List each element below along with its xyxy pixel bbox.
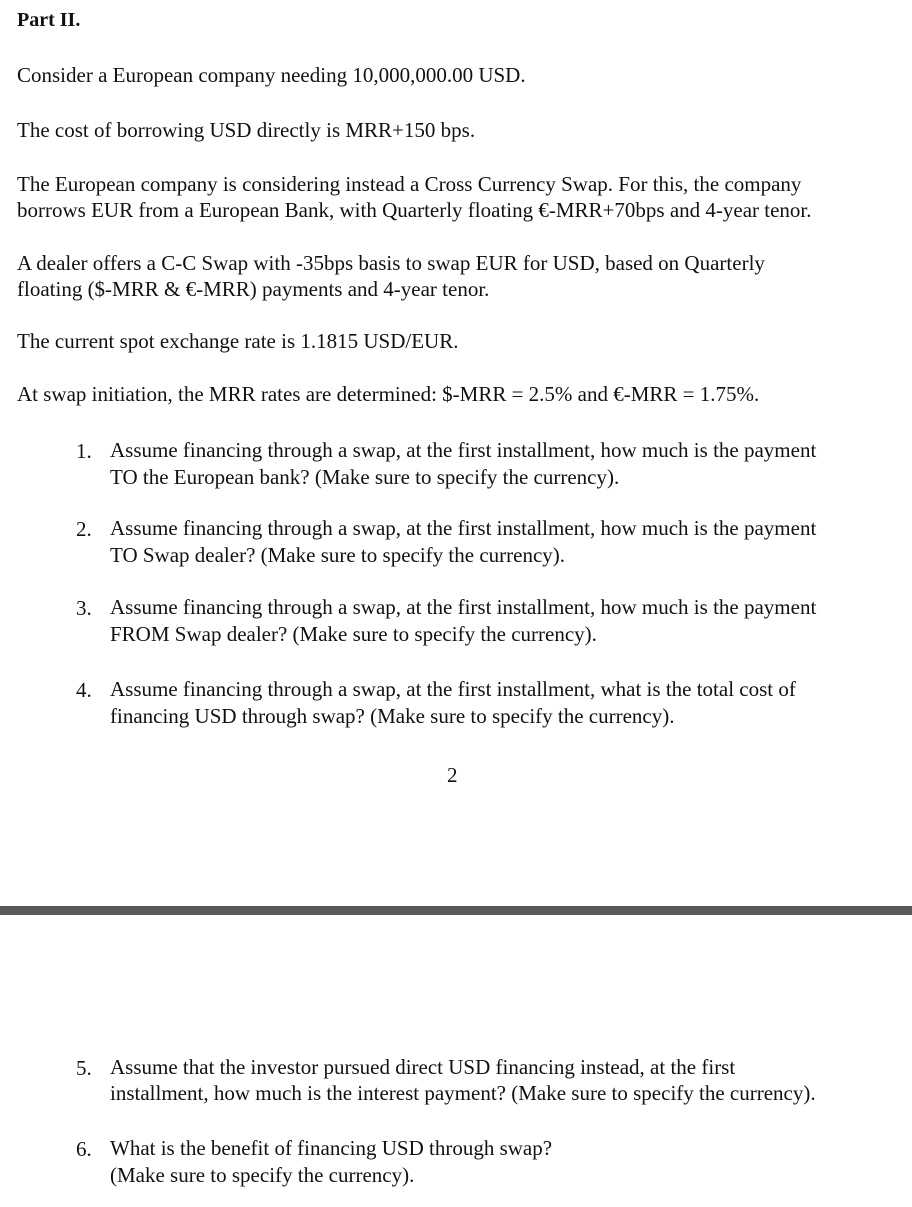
question-text-line-2: TO Swap dealer? (Make sure to specify the currency). [110, 543, 566, 567]
question-number: 5. [76, 1056, 92, 1080]
question-text-line-1: Assume that the investor pursued direct USD financing instead, at the first [110, 1055, 736, 1079]
question-text-line-1: Assume financing through a swap, at the first installment, how much is the payment [110, 438, 817, 462]
part-heading: Part II. [17, 9, 81, 31]
paragraph-company-need: Consider a European company needing 10,000,000.00 USD. [17, 63, 526, 87]
paragraph-dealer-line-1: A dealer offers a C-C Swap with -35bps basis to swap EUR for USD, based on Quarterly [17, 251, 765, 275]
question-text-line-1: What is the benefit of financing USD through swap? [110, 1136, 553, 1160]
paragraph-mrr-rates: At swap initiation, the MRR rates are determined: $-MRR = 2.5% and €-MRR = 1.75%. [17, 382, 760, 406]
question-text-line-1: Assume financing through a swap, at the first installment, what is the total cost of [110, 677, 796, 701]
question-number: 4. [76, 678, 92, 702]
question-text-line-2: FROM Swap dealer? (Make sure to specify the currency). [110, 622, 597, 646]
question-number: 6. [76, 1137, 92, 1161]
question-text-line-1: Assume financing through a swap, at the first installment, how much is the payment [110, 595, 817, 619]
paragraph-dealer-line-2: floating ($-MRR & €-MRR) payments and 4-year tenor. [17, 277, 490, 301]
question-number: 3. [76, 596, 92, 620]
paragraph-swap-line-1: The European company is considering instead a Cross Currency Swap. For this, the company [17, 172, 802, 196]
paragraph-direct-cost: The cost of borrowing USD directly is MRR+150 bps. [17, 118, 476, 142]
question-number: 2. [76, 517, 92, 541]
question-text-line-2: (Make sure to specify the currency). [110, 1163, 415, 1187]
question-text-line-2: TO the European bank? (Make sure to specify the currency). [110, 465, 620, 489]
page-break-divider [0, 906, 912, 915]
question-text-line-1: Assume financing through a swap, at the first installment, how much is the payment [110, 516, 817, 540]
paragraph-swap-line-2: borrows EUR from a European Bank, with Quarterly floating €-MRR+70bps and 4-year tenor. [17, 198, 812, 222]
question-text-line-2: installment, how much is the interest payment? (Make sure to specify the currency). [110, 1081, 816, 1105]
paragraph-spot-rate: The current spot exchange rate is 1.1815 USD/EUR. [17, 329, 459, 353]
document-page-3 [0, 915, 912, 1207]
question-text-line-2: financing USD through swap? (Make sure to specify the currency). [110, 704, 675, 728]
page-number: 2 [447, 763, 458, 787]
question-number: 1. [76, 439, 92, 463]
